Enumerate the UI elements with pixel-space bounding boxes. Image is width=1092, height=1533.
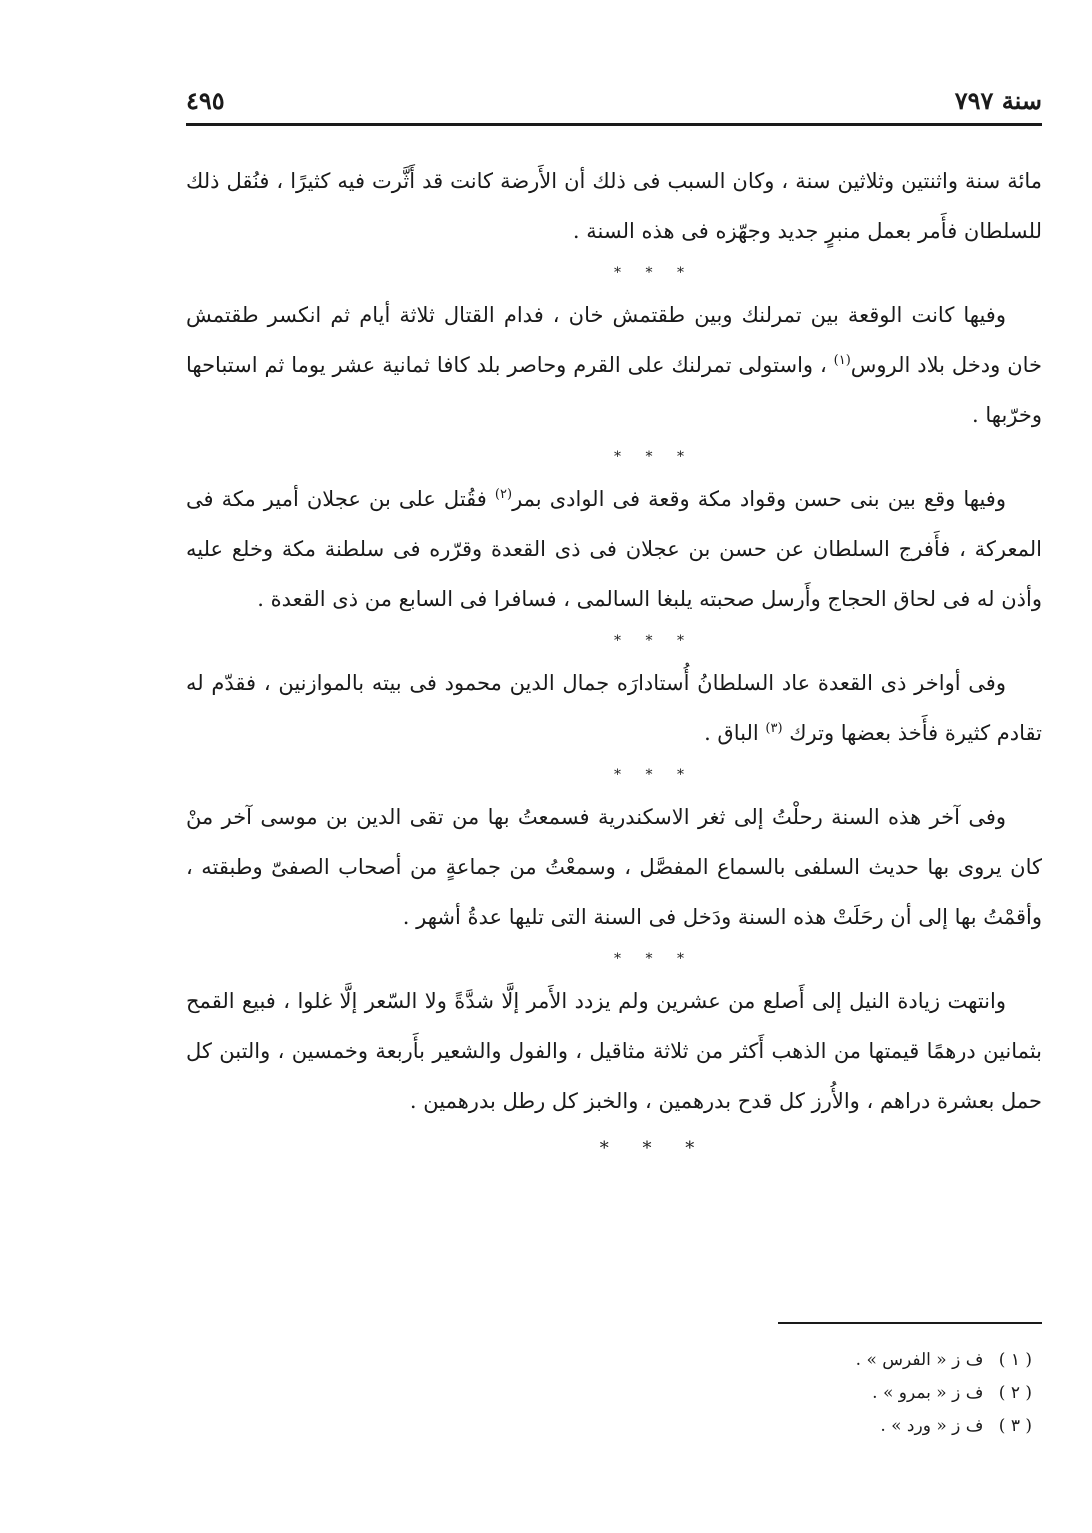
footnote-number: ( ٢ ) (998, 1383, 1032, 1403)
footnote-3 (600, 1410, 1032, 1443)
footnotes (600, 1344, 1032, 1443)
running-title: سنة ٧٩٧ (954, 86, 1042, 115)
paragraph-2: وفيها كانت الوقعة بين تمرلنك وبين طقتمش خان ، فدام القتال ثلاثة أيام ثم انكسر طقتمش خان ودخل بلاد الروس$^{(١)}$ ، واستولى تمرلنك على القرم وحاصر بلد كافا ثمانية عشر يوما ثم استباحها وخرّبها . (186, 303, 1042, 427)
section-separator: * * * (614, 767, 694, 783)
main-text (186, 156, 1042, 1166)
footnote-2 (600, 1377, 1032, 1410)
footnote-rule (778, 1322, 1042, 1324)
footnote-text: ف ز « بمرو » . (872, 1383, 984, 1403)
page-header (186, 86, 1042, 120)
paragraph-4: وفى أواخر ذى القعدة عاد السلطانُ أُستادارَه جمال الدين محمود فى بيته بالموازنين ، فقدّم له تقادم كثيرة فأَخذ بعضها وترك $^{(٣)}$ الباق . (186, 671, 1042, 745)
page-number: ٤٩٥ (186, 86, 225, 115)
header-rule (186, 123, 1042, 126)
footnote-ref-2: (٢) (494, 487, 513, 502)
paragraph-5: وفى آخر هذه السنة رحلْتُ إلى ثغر الاسكندرية فسمعتُ بها من تقى الدين بن موسى آخر منْ كان يروى بها حديث السلفى بالسماع المفصَّل ، وسمعْتُ من جماعةٍ من أصحاب الصفىّ وطبقته ، وأقمْتُ بها إلى أن رحَلَتْ هذه السنة ودَخل فى السنة التى تليها عدةُ أشهر . (186, 805, 1042, 929)
footnote-ref-1: (١) (833, 353, 851, 368)
footnote-text: ف ز « ورد » . (880, 1416, 984, 1436)
paragraph-6: وانتهت زيادة النيل إلى أَصلع من عشرين ولم يزدد الأَمر إلَّا شدَّةً ولا السّعر إلَّا غلوا ، فبيع القمح بثمانين درهمًا قيمتها من الذهب أَكثر من ثلاثة مثاقيل ، والفول والشعير بأَربعة وخمسين ، والتبن كل حمل بعشرة دراهم ، والأُرز كل قدح بدرهمين ، والخبز كل رطل بدرهمين . (186, 989, 1042, 1113)
section-separator: * * * (614, 951, 694, 967)
footnote-1 (600, 1344, 1032, 1377)
section-separator: * * * (614, 265, 694, 281)
end-separator: * * * (599, 1138, 709, 1159)
section-separator: * * * (614, 633, 694, 649)
paragraph-1: مائة سنة واثنتين وثلاثين سنة ، وكان السبب فى ذلك أن الأَرضة كانت قد أَثَّرت فيه كثيرًا ، فنُقل ذلك للسلطان فأَمر بعمل منبرٍ جديد وجهّزه فى هذه السنة . (186, 169, 1042, 243)
section-separator: * * * (614, 449, 694, 465)
paragraph-3: وفيها وقع بين بنى حسن وقواد مكة وقعة فى الوادى بمر$^{(٢)}$ فقُتل على بن عجلان أمير مكة فى المعركة ، فأَفرج السلطان عن حسن بن عجلان فى ذى القعدة وقرّره فى سلطنة مكة وخلع عليه وأذن له فى لحاق الحجاج وأَرسل صحبته يلبغا السالمى ، فسافرا فى السابع من ذى القعدة . (186, 487, 1042, 611)
footnote-number: ( ١ ) (998, 1350, 1032, 1370)
footnote-ref-3: (٣) (765, 721, 783, 736)
footnote-text: ف ز « الفرس » . (855, 1350, 984, 1370)
footnote-number: ( ٣ ) (998, 1416, 1032, 1436)
